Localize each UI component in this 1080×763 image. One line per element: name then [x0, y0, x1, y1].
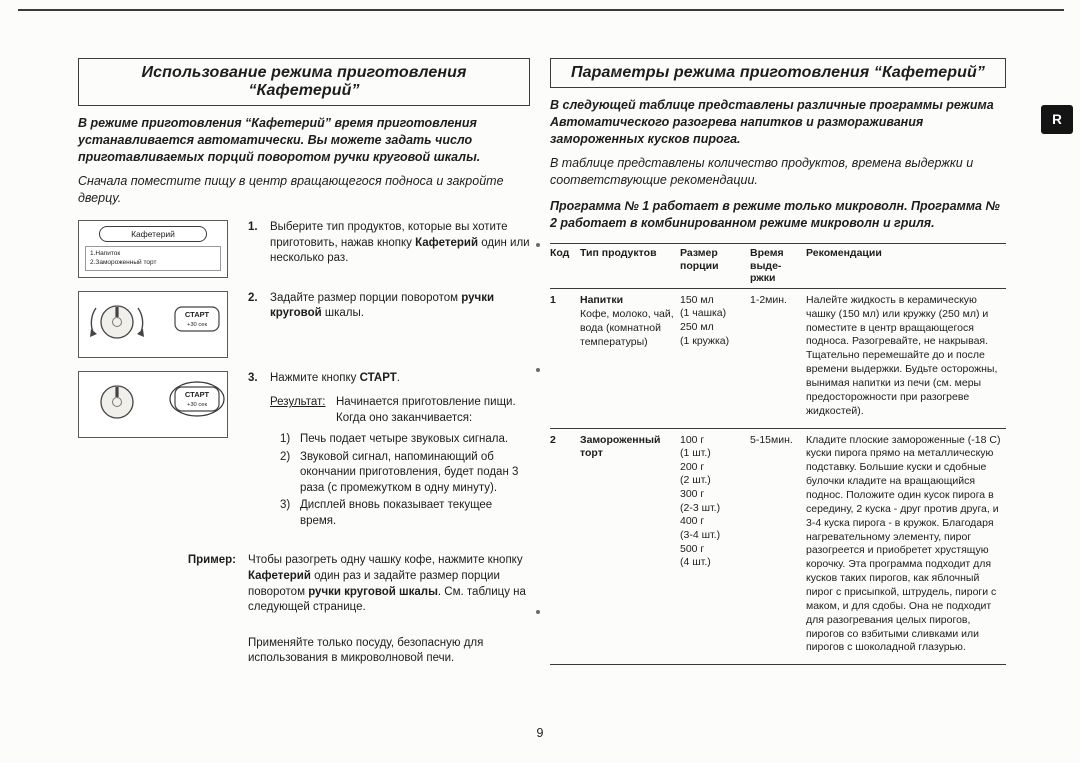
left-column: [78, 58, 530, 667]
header-type: Тип продуктов: [580, 247, 657, 259]
cafeteria-option: 1.Напиток: [90, 250, 121, 257]
cafeteria-button-panel-image: [78, 220, 228, 278]
svg-text:+30 сек: +30 сек: [186, 321, 208, 328]
result-block: [270, 395, 530, 529]
svg-text:СТАРТ: СТАРТ: [184, 309, 210, 319]
table-row-frozen-cake: [550, 429, 1006, 666]
language-tab-badge: R: [1041, 105, 1073, 134]
dial-knob-image: [78, 291, 228, 358]
example-label: Пример:: [187, 554, 236, 567]
step-2-figure: [78, 291, 248, 358]
row1-code: 1: [550, 293, 556, 306]
cafeteria-button-label: Кафетерий: [99, 226, 207, 242]
top-rule: [18, 9, 1064, 11]
step-3-figure: [78, 371, 248, 438]
result-item-3: 3) Дисплей вновь показывает текущее время.: [280, 499, 493, 527]
left-intro-note: Сначала поместите пищу в центр вращающегося подноса и закройте дверцу.: [78, 174, 504, 205]
result-text: Начинается приготовление пищи. Когда оно заканчивается:: [336, 396, 516, 424]
right-intro-3: Программа № 1 работает в режиме только микроволн. Программа № 2 работает в комбинированном режиме микроволн и гриля.: [550, 199, 1000, 230]
row-marker-dot: [536, 243, 540, 247]
result-label: Результат:: [270, 396, 326, 409]
step-3-text: Нажмите кнопку СТАРТ.: [270, 371, 400, 384]
table-row-beverages: [550, 289, 1006, 429]
programs-table: [550, 243, 1006, 665]
right-column: [550, 58, 1006, 665]
row1-recommendations: Налейте жидкость в керамическую чашку (150 мл) или кружку (250 мл) и поместите в центр вращающегося подноса. Разогревайте, не накрывая. Тщательно перемешайте до и после времени выдержки. Будьте осторожны, вынимая напитки из печи (см. меры предосторожности при разогреве жидкостей).: [806, 293, 998, 417]
step-2-number: 2.: [248, 291, 258, 304]
row2-type: Замороженный торт: [580, 433, 661, 460]
page-number: 9: [536, 726, 544, 740]
right-intro-2: В таблице представлены количество продуктов, времена выдержки и соответствующие рекомендации.: [550, 156, 974, 187]
example-text: Чтобы разогреть одну чашку кофе, нажмите кнопку Кафетерий один раз и задайте размер порции поворотом ручки круговой шкалы. См. таблицу на следующей странице.: [248, 554, 526, 614]
svg-text:+30 сек: +30 сек: [186, 401, 208, 408]
header-size: Размер порции: [680, 247, 719, 272]
header-recommendations: Рекомендации: [806, 247, 882, 259]
svg-text:СТАРТ: СТАРТ: [184, 389, 210, 399]
step-2-text: Задайте размер порции поворотом ручки круговой шкалы.: [270, 291, 495, 320]
row2-recommendations: Кладите плоские замороженные (-18 С) куски пирога прямо на металлическую подставку. Большие куски и сдобные булочки кладите на вращающийся поднос. Положите один кусок пирога в середину, 2 куска - друг против друга, и 3-4 куска пирога - в кружок. Благодаря нагревательному элементу, пирог разогреется и приобретет хрустящую корочку. Эта программа подходит для кусков таких пирогов, как яблочный пирог с присыпкой, штрудель, пироги с маком, и для сдобы. Она не подходит для разогревания целых пирогов, пирогов со взбитыми сливками или пирогов с шоколадной глазурью.: [806, 433, 1001, 654]
row-marker-dot: [536, 368, 540, 372]
row1-type: Напитки Кофе, молоко, чай, вода (комнатной температуры): [580, 293, 674, 348]
table-header-row: [550, 243, 1006, 289]
step-3-number: 3.: [248, 371, 258, 384]
header-time: Время выде- ржки: [750, 247, 784, 285]
left-intro-bold: В режиме приготовления “Кафетерий” время приготовления устанавливается автоматически. Вы можете задать число приготавливаемых порций поворотом ручки круговой шкалы.: [78, 116, 481, 164]
row-marker-dot: [536, 610, 540, 614]
page-title-left: Использование режима приготовления “Кафетерий”: [78, 58, 530, 106]
row1-sizes: 150 мл (1 чашка) 250 мл (1 кружка): [680, 293, 730, 347]
page-title-right: Параметры режима приготовления “Кафетерий”: [550, 58, 1006, 88]
row2-sizes: 100 г (1 шт.) 200 г (2 шт.) 300 г (2-3 шт.) 400 г (3-4 шт.) 500 г (4 шт.): [680, 433, 721, 569]
cookware-note: Применяйте только посуду, безопасную для использования в микроволновой печи.: [248, 636, 484, 665]
result-items: [280, 432, 530, 529]
step-1-number: 1.: [248, 221, 258, 233]
step-3: [78, 371, 530, 530]
right-intro-1: В следующей таблице представлены различные программы режима Автоматического разогрева напитков и размораживания замороженных кусков пирога.: [550, 98, 994, 146]
example-block: [78, 553, 530, 615]
result-item-1: 1) Печь подает четыре звуковых сигнала.: [280, 433, 509, 446]
start-button-image: [78, 371, 228, 438]
step-1-text: Выберите тип продуктов, которые вы хотите приготовить, нажав кнопку Кафетерий один или несколько раз.: [270, 221, 530, 265]
step-1: [78, 220, 530, 278]
row1-time: 1-2мин.: [750, 293, 787, 306]
header-code: Код: [550, 247, 570, 259]
step-1-figure: [78, 220, 248, 278]
row2-time: 5-15мин.: [750, 433, 793, 446]
cafeteria-option: 2.Замороженный торт: [90, 259, 157, 267]
result-item-2: 2) Звуковой сигнал, напоминающий об окончании приготовления, будет подан 3 раза (с промежутком в одну минуту).: [280, 450, 519, 494]
step-2: [78, 291, 530, 358]
row2-code: 2: [550, 433, 556, 446]
cafeteria-options-list: [85, 246, 221, 271]
